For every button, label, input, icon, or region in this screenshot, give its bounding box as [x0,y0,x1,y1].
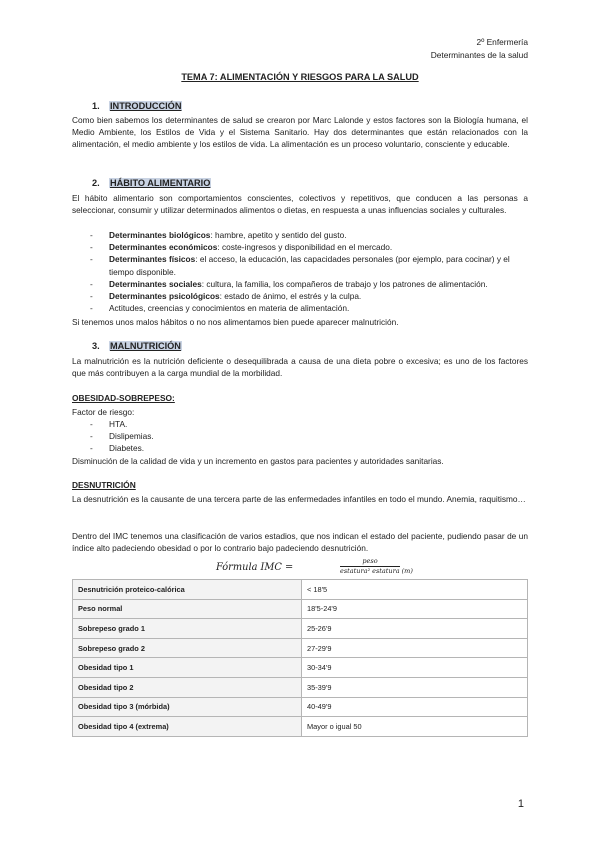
factor-riesgo-label: Factor de riesgo: [72,407,135,417]
habito-paragraph: El hábito alimentario son comportamientos conscientes, colectivos y repetitivos, que conducen a las personas a seleccionar, consumir y utilizar determinados alimentos o dietas, en respuesta a unas influencias sociales y culturales. [72,193,528,216]
list-item: - Determinantes económicos: coste-ingresos y disponibilidad en el mercado. [90,241,530,253]
obesidad-heading: OBESIDAD-SOBREPESO: [72,393,175,403]
table-row: Obesidad tipo 2 35-39'9 [73,677,528,697]
determinantes-list [90,229,530,314]
table-row: Sobrepeso grado 1 25-26'9 [73,619,528,639]
table-row: Desnutrición proteico-calórica < 18'5 [73,580,528,600]
imc-formula [216,557,413,579]
table-row: Obesidad tipo 1 30-34'9 [73,658,528,678]
section-heading-introduccion [92,101,182,111]
list-item: - Determinantes sociales: cultura, la familia, los compañeros de trabajo y los patrones de alimentación. [90,278,530,290]
list-item: - Diabetes. [90,442,530,454]
section-heading-malnutricion [92,341,182,351]
list-item: - Actitudes, creencias y conocimientos en materia de alimentación. [90,302,530,314]
list-item: - Determinantes biológicos: hambre, apetito y sentido del gusto. [90,229,530,241]
header-course: 2º Enfermería [476,37,528,47]
page-number: 1 [517,798,524,810]
section-number: 2. [92,178,100,188]
obesidad-closing: Disminución de la calidad de vida y un incremento en gastos para pacientes y autoridades sanitarias. [72,456,444,466]
list-item: - Determinantes físicos: el acceso, la educación, las capacidades personales (por ejemplo, para cocinar) y el tiempo disponible. [90,253,530,277]
section-label: HÁBITO ALIMENTARIO [110,178,211,188]
formula-denominator: estatura² estatura (m) [340,567,413,575]
table-row: Obesidad tipo 3 (mórbida) 40-49'9 [73,697,528,717]
desnutricion-paragraph: La desnutrición es la causante de una tercera parte de las enfermedades infantiles en todo el mundo. Anemia, raquitismo… [72,494,526,504]
list-item: - HTA. [90,418,530,430]
section-heading-habito [92,178,211,188]
desnutricion-heading: DESNUTRICIÓN [72,480,136,490]
habito-closing: Si tenemos unos malos hábitos o no nos alimentamos bien puede aparecer malnutrición. [72,317,399,327]
formula-numerator: peso [362,557,378,565]
table-row: Peso normal 18'5-24'9 [73,599,528,619]
malnutricion-paragraph: La malnutrición es la nutrición deficiente o desequilibrada a causa de una dieta pobre o excesiva; es uno de los factores que más contribuyen a la carga mundial de la morbilidad. [72,356,528,379]
document-title: TEMA 7: ALIMENTACIÓN Y RIESGOS PARA LA SALUD [181,72,419,82]
list-item: - Dislipemias. [90,430,530,442]
section-number: 1. [92,101,100,111]
factores-list [90,418,530,455]
intro-paragraph: Como bien sabemos los determinantes de salud se crearon por Marc Lalonde y estos factores son la Biología humana, el Medio Ambiente, los Estilos de Vida y el Sistema Sanitario. Hay dos determinantes que están relacionados con la alimentación, el medio ambiente y los estilos de vida. La alimentación es un proceso voluntario, consciente y educable. [72,115,528,150]
formula-lhs: Fórmula IMC = [216,562,294,573]
list-item: - Determinantes psicológicos: estado de ánimo, el estrés y la culpa. [90,290,530,302]
table-row: Obesidad tipo 4 (extrema) Mayor o igual 50 [73,717,528,737]
section-label: MALNUTRICIÓN [110,341,181,351]
section-label: INTRODUCCIÓN [110,101,182,111]
table-row: Sobrepeso grado 2 27-29'9 [73,638,528,658]
header-subject: Determinantes de la salud [430,50,528,60]
imc-table [72,579,528,737]
section-number: 3. [92,341,100,351]
page-header [431,36,528,62]
imc-intro-paragraph: Dentro del IMC tenemos una clasificación de varios estadios, que nos indican el estado del paciente, pudiendo pasar de un índice alto padeciendo obesidad o por lo contrario bajo padeciendo desnutrición. [72,531,528,554]
